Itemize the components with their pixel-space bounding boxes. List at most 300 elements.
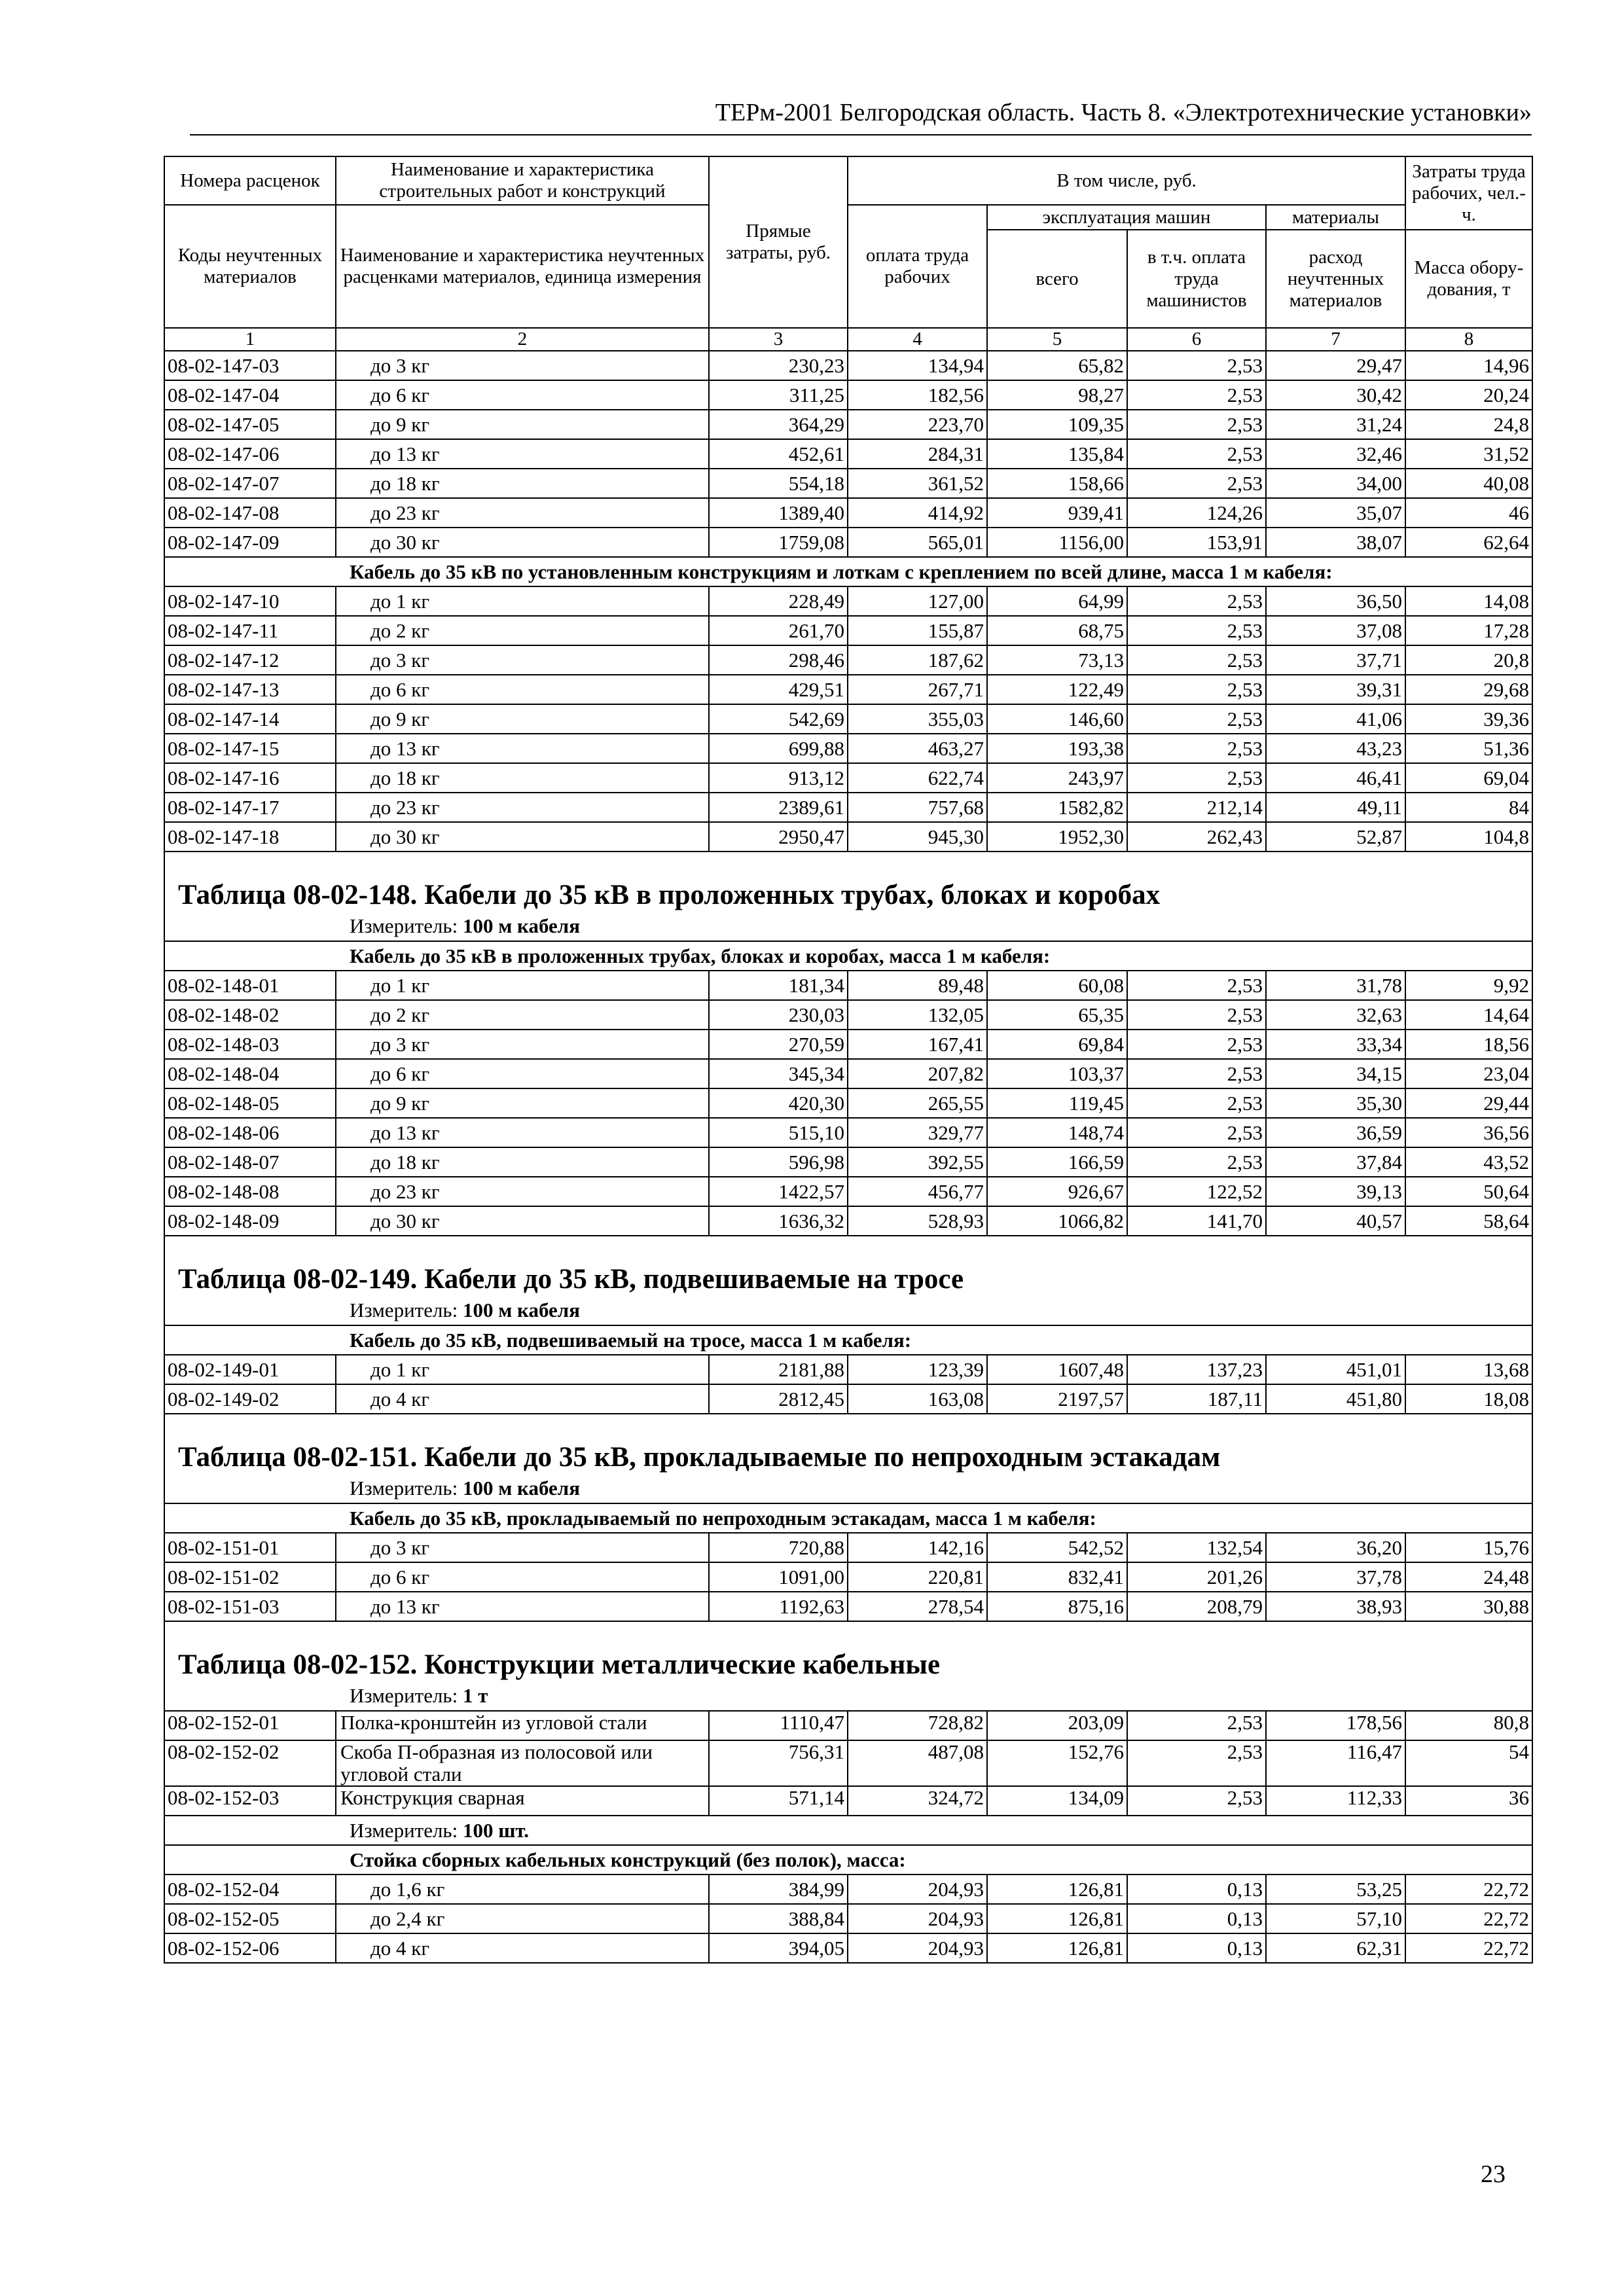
labor-pay: 204,93 (848, 1933, 987, 1963)
table-row (164, 1786, 1532, 1816)
table-title-row (164, 1428, 1532, 1474)
labor-or-mass: 69,04 (1405, 763, 1532, 793)
labor-pay: 207,82 (848, 1059, 987, 1088)
labor-or-mass: 13,68 (1405, 1355, 1532, 1384)
machines-total: 148,74 (987, 1118, 1127, 1147)
rate-code: 08-02-151-01 (164, 1533, 336, 1562)
materials: 41,06 (1266, 704, 1405, 734)
item-name: до 13 кг (336, 439, 709, 469)
machines-total: 134,09 (987, 1786, 1127, 1816)
direct-costs: 181,34 (709, 971, 848, 1000)
rate-code: 08-02-152-02 (164, 1740, 336, 1786)
item-name: до 18 кг (336, 1147, 709, 1177)
item-name: до 9 кг (336, 704, 709, 734)
labor-or-mass: 22,72 (1405, 1904, 1532, 1933)
machinists-pay: 132,54 (1127, 1533, 1266, 1562)
labor-or-mass: 36 (1405, 1786, 1532, 1816)
machines-total: 1952,30 (987, 822, 1127, 852)
header-rate-numbers: Номера расценок (164, 156, 336, 205)
materials: 35,30 (1266, 1088, 1405, 1118)
table-row (164, 1533, 1532, 1562)
spacer-row (164, 1236, 1532, 1250)
rate-code: 08-02-147-14 (164, 704, 336, 734)
column-number: 5 (987, 328, 1127, 351)
table-title: Таблица 08-02-149. Кабели до 35 кВ, подвешиваемые на тросе (164, 1250, 1532, 1296)
labor-or-mass: 9,92 (1405, 971, 1532, 1000)
table-row (164, 734, 1532, 763)
direct-costs: 311,25 (709, 380, 848, 410)
machines-total: 243,97 (987, 763, 1127, 793)
table-row (164, 410, 1532, 439)
group-row (164, 941, 1532, 971)
item-name: до 3 кг (336, 1533, 709, 1562)
direct-costs: 1759,08 (709, 528, 848, 557)
column-number: 2 (336, 328, 709, 351)
measure-row (164, 1474, 1532, 1503)
rate-code: 08-02-152-05 (164, 1904, 336, 1933)
labor-pay: 123,39 (848, 1355, 987, 1384)
machinists-pay: 2,53 (1127, 439, 1266, 469)
machines-total: 939,41 (987, 498, 1127, 528)
machines-total: 193,38 (987, 734, 1127, 763)
labor-pay: 220,81 (848, 1562, 987, 1592)
machines-total: 65,82 (987, 351, 1127, 380)
direct-costs: 364,29 (709, 410, 848, 439)
spacer-cell (164, 1236, 1532, 1250)
labor-pay: 278,54 (848, 1592, 987, 1621)
materials: 62,31 (1266, 1933, 1405, 1963)
item-name: до 6 кг (336, 675, 709, 704)
direct-costs: 298,46 (709, 645, 848, 675)
header-direct-costs: Прямые затраты, руб. (709, 156, 848, 328)
machines-total: 146,60 (987, 704, 1127, 734)
column-number: 3 (709, 328, 848, 351)
header-material-codes: Коды неучтенных материалов (164, 205, 336, 328)
materials: 31,24 (1266, 410, 1405, 439)
measure-value: 100 м кабеля (462, 1299, 580, 1321)
machinists-pay: 0,13 (1127, 1933, 1266, 1963)
measure-cell (164, 1816, 1532, 1845)
machines-total: 60,08 (987, 971, 1127, 1000)
rate-code: 08-02-147-06 (164, 439, 336, 469)
machinists-pay: 124,26 (1127, 498, 1266, 528)
labor-pay: 163,08 (848, 1384, 987, 1414)
labor-or-mass: 18,08 (1405, 1384, 1532, 1414)
machines-total: 126,81 (987, 1904, 1127, 1933)
item-name: до 6 кг (336, 1059, 709, 1088)
materials: 52,87 (1266, 822, 1405, 852)
labor-or-mass: 54 (1405, 1740, 1532, 1786)
group-row (164, 557, 1532, 586)
materials: 31,78 (1266, 971, 1405, 1000)
item-name: до 23 кг (336, 498, 709, 528)
item-name: Конструкция сварная (336, 1786, 709, 1816)
table-row (164, 1384, 1532, 1414)
labor-pay: 265,55 (848, 1088, 987, 1118)
header-row (164, 205, 1532, 230)
column-number: 1 (164, 328, 336, 351)
rate-code: 08-02-148-03 (164, 1030, 336, 1059)
labor-pay: 528,93 (848, 1206, 987, 1236)
labor-pay: 324,72 (848, 1786, 987, 1816)
direct-costs: 2389,61 (709, 793, 848, 822)
header-materials-consumption: расход неучтенных материалов (1266, 230, 1405, 328)
labor-or-mass: 14,08 (1405, 586, 1532, 616)
group-heading: Стойка сборных кабельных конструкций (без полок), масса: (164, 1845, 1532, 1874)
direct-costs: 345,34 (709, 1059, 848, 1088)
labor-pay: 414,92 (848, 498, 987, 528)
labor-pay: 728,82 (848, 1711, 987, 1740)
machinists-pay: 122,52 (1127, 1177, 1266, 1206)
machines-total: 158,66 (987, 469, 1127, 498)
spacer-row (164, 1621, 1532, 1636)
labor-pay: 361,52 (848, 469, 987, 498)
machinists-pay: 212,14 (1127, 793, 1266, 822)
labor-pay: 945,30 (848, 822, 987, 852)
materials: 34,15 (1266, 1059, 1405, 1088)
header-machines: эксплуатация машин (987, 205, 1266, 230)
table-title-row (164, 1636, 1532, 1681)
labor-pay: 223,70 (848, 410, 987, 439)
machinists-pay: 2,53 (1127, 763, 1266, 793)
machines-total: 126,81 (987, 1933, 1127, 1963)
machinists-pay: 2,53 (1127, 734, 1266, 763)
table-row (164, 586, 1532, 616)
table-row (164, 1740, 1532, 1786)
direct-costs: 515,10 (709, 1118, 848, 1147)
labor-or-mass: 58,64 (1405, 1206, 1532, 1236)
machinists-pay: 2,53 (1127, 1030, 1266, 1059)
header-rule (190, 134, 1532, 135)
labor-or-mass: 14,64 (1405, 1000, 1532, 1030)
item-name: Скоба П-образная из полосовой или угловой стали (336, 1740, 709, 1786)
table-title: Таблица 08-02-148. Кабели до 35 кВ в проложенных трубах, блоках и коробах (164, 866, 1532, 912)
labor-or-mass: 51,36 (1405, 734, 1532, 763)
table-row (164, 1562, 1532, 1592)
machinists-pay: 2,53 (1127, 410, 1266, 439)
machinists-pay: 201,26 (1127, 1562, 1266, 1592)
table-row (164, 1088, 1532, 1118)
measure-value: 1 т (462, 1684, 488, 1707)
column-number: 6 (1127, 328, 1266, 351)
rate-code: 08-02-152-03 (164, 1786, 336, 1816)
machinists-pay: 208,79 (1127, 1592, 1266, 1621)
item-name: до 1 кг (336, 971, 709, 1000)
item-name: Полка-кронштейн из угловой стали (336, 1711, 709, 1740)
machinists-pay: 2,53 (1127, 1088, 1266, 1118)
rate-code: 08-02-148-02 (164, 1000, 336, 1030)
labor-pay: 487,08 (848, 1740, 987, 1786)
item-name: до 18 кг (336, 763, 709, 793)
labor-or-mass: 43,52 (1405, 1147, 1532, 1177)
labor-or-mass: 40,08 (1405, 469, 1532, 498)
machinists-pay: 0,13 (1127, 1904, 1266, 1933)
item-name: до 6 кг (336, 1562, 709, 1592)
table-row (164, 380, 1532, 410)
table-title: Таблица 08-02-152. Конструкции металлические кабельные (164, 1636, 1532, 1681)
table-title-row (164, 866, 1532, 912)
materials: 53,25 (1266, 1874, 1405, 1904)
direct-costs: 2950,47 (709, 822, 848, 852)
labor-pay: 134,94 (848, 351, 987, 380)
labor-or-mass: 62,64 (1405, 528, 1532, 557)
labor-or-mass: 46 (1405, 498, 1532, 528)
machines-total: 926,67 (987, 1177, 1127, 1206)
materials: 32,63 (1266, 1000, 1405, 1030)
machinists-pay: 2,53 (1127, 586, 1266, 616)
rate-code: 08-02-147-10 (164, 586, 336, 616)
measure-row (164, 1816, 1532, 1845)
group-heading: Кабель до 35 кВ, прокладываемый по непроходным эстакадам, масса 1 м кабеля: (164, 1503, 1532, 1533)
measure-label: Измеритель: (350, 1684, 458, 1707)
direct-costs: 554,18 (709, 469, 848, 498)
table-row (164, 1874, 1532, 1904)
machines-total: 1582,82 (987, 793, 1127, 822)
table-row (164, 1933, 1532, 1963)
rate-code: 08-02-152-01 (164, 1711, 336, 1740)
item-name: до 23 кг (336, 1177, 709, 1206)
rate-code: 08-02-148-04 (164, 1059, 336, 1088)
direct-costs: 1636,32 (709, 1206, 848, 1236)
direct-costs: 394,05 (709, 1933, 848, 1963)
labor-pay: 204,93 (848, 1874, 987, 1904)
labor-or-mass: 50,64 (1405, 1177, 1532, 1206)
materials: 37,78 (1266, 1562, 1405, 1592)
rate-code: 08-02-147-04 (164, 380, 336, 410)
machines-total: 152,76 (987, 1740, 1127, 1786)
machinists-pay: 2,53 (1127, 616, 1266, 645)
rate-code: 08-02-148-05 (164, 1088, 336, 1118)
table-row (164, 1147, 1532, 1177)
machinists-pay: 2,53 (1127, 675, 1266, 704)
direct-costs: 388,84 (709, 1904, 848, 1933)
labor-or-mass: 36,56 (1405, 1118, 1532, 1147)
labor-pay: 355,03 (848, 704, 987, 734)
materials: 36,59 (1266, 1118, 1405, 1147)
table-row (164, 351, 1532, 380)
materials: 49,11 (1266, 793, 1405, 822)
direct-costs: 420,30 (709, 1088, 848, 1118)
direct-costs: 756,31 (709, 1740, 848, 1786)
rate-code: 08-02-149-01 (164, 1355, 336, 1384)
direct-costs: 913,12 (709, 763, 848, 793)
table-row (164, 1904, 1532, 1933)
table-row (164, 1206, 1532, 1236)
column-number: 7 (1266, 328, 1405, 351)
materials: 43,23 (1266, 734, 1405, 763)
machinists-pay: 2,53 (1127, 971, 1266, 1000)
rate-code: 08-02-147-15 (164, 734, 336, 763)
item-name: до 13 кг (336, 1118, 709, 1147)
table-row (164, 704, 1532, 734)
item-name: до 2 кг (336, 1000, 709, 1030)
item-name: до 9 кг (336, 1088, 709, 1118)
item-name: до 1 кг (336, 1355, 709, 1384)
labor-pay: 127,00 (848, 586, 987, 616)
table-row (164, 528, 1532, 557)
machinists-pay: 2,53 (1127, 1059, 1266, 1088)
labor-or-mass: 39,36 (1405, 704, 1532, 734)
labor-pay: 622,74 (848, 763, 987, 793)
materials: 116,47 (1266, 1740, 1405, 1786)
machines-total: 1607,48 (987, 1355, 1127, 1384)
rate-code: 08-02-147-09 (164, 528, 336, 557)
materials: 178,56 (1266, 1711, 1405, 1740)
header-row (164, 156, 1532, 205)
header-machines-total: всего (987, 230, 1127, 328)
materials: 38,93 (1266, 1592, 1405, 1621)
measure-cell (164, 1681, 1532, 1711)
direct-costs: 230,03 (709, 1000, 848, 1030)
labor-or-mass: 80,8 (1405, 1711, 1532, 1740)
machines-total: 69,84 (987, 1030, 1127, 1059)
table-row (164, 1118, 1532, 1147)
materials: 38,07 (1266, 528, 1405, 557)
labor-pay: 392,55 (848, 1147, 987, 1177)
item-name: до 3 кг (336, 351, 709, 380)
labor-or-mass: 84 (1405, 793, 1532, 822)
machinists-pay: 187,11 (1127, 1384, 1266, 1414)
machines-total: 1156,00 (987, 528, 1127, 557)
measure-value: 100 м кабеля (462, 914, 580, 937)
machinists-pay: 2,53 (1127, 1711, 1266, 1740)
direct-costs: 228,49 (709, 586, 848, 616)
machines-total: 166,59 (987, 1147, 1127, 1177)
machinists-pay: 0,13 (1127, 1874, 1266, 1904)
direct-costs: 2181,88 (709, 1355, 848, 1384)
table-row (164, 1711, 1532, 1740)
machinists-pay: 2,53 (1127, 1786, 1266, 1816)
labor-or-mass: 20,8 (1405, 645, 1532, 675)
rate-code: 08-02-151-02 (164, 1562, 336, 1592)
labor-or-mass: 17,28 (1405, 616, 1532, 645)
direct-costs: 230,23 (709, 351, 848, 380)
measure-row (164, 1681, 1532, 1711)
price-table-container (164, 156, 1532, 1964)
materials: 57,10 (1266, 1904, 1405, 1933)
machinists-pay: 2,53 (1127, 1740, 1266, 1786)
item-name: до 6 кг (336, 380, 709, 410)
item-name: до 30 кг (336, 822, 709, 852)
item-name: до 4 кг (336, 1933, 709, 1963)
rate-code: 08-02-151-03 (164, 1592, 336, 1621)
header-equipment-mass: Масса обору-дования, т (1405, 230, 1532, 328)
labor-or-mass: 31,52 (1405, 439, 1532, 469)
item-name: до 1,6 кг (336, 1874, 709, 1904)
rate-code: 08-02-148-01 (164, 971, 336, 1000)
machines-total: 103,37 (987, 1059, 1127, 1088)
materials: 30,42 (1266, 380, 1405, 410)
materials: 112,33 (1266, 1786, 1405, 1816)
rate-code: 08-02-147-08 (164, 498, 336, 528)
rate-code: 08-02-152-06 (164, 1933, 336, 1963)
machinists-pay: 2,53 (1127, 1118, 1266, 1147)
header-material-name: Наименование и характеристика неучтенных расценками материалов, единица измерения (336, 205, 709, 328)
price-table (164, 156, 1533, 1964)
machines-total: 122,49 (987, 675, 1127, 704)
group-heading: Кабель до 35 кВ по установленным конструкциям и лоткам с креплением по всей длине, масса 1 м кабеля: (164, 557, 1532, 586)
labor-pay: 456,77 (848, 1177, 987, 1206)
labor-or-mass: 29,68 (1405, 675, 1532, 704)
direct-costs: 270,59 (709, 1030, 848, 1059)
labor-or-mass: 23,04 (1405, 1059, 1532, 1088)
table-row (164, 675, 1532, 704)
labor-or-mass: 15,76 (1405, 1533, 1532, 1562)
machinists-pay: 2,53 (1127, 1147, 1266, 1177)
labor-pay: 267,71 (848, 675, 987, 704)
labor-pay: 284,31 (848, 439, 987, 469)
materials: 39,13 (1266, 1177, 1405, 1206)
column-number: 8 (1405, 328, 1532, 351)
measure-cell (164, 1296, 1532, 1325)
header-work-name: Наименование и характеристика строительных работ и конструкций (336, 156, 709, 205)
table-row (164, 1355, 1532, 1384)
direct-costs: 571,14 (709, 1786, 848, 1816)
rate-code: 08-02-147-13 (164, 675, 336, 704)
header-labor-costs: Затраты труда рабочих, чел.-ч. (1405, 156, 1532, 230)
table-row (164, 1000, 1532, 1030)
machines-total: 2197,57 (987, 1384, 1127, 1414)
machines-total: 542,52 (987, 1533, 1127, 1562)
table-row (164, 763, 1532, 793)
table-row (164, 645, 1532, 675)
rate-code: 08-02-148-06 (164, 1118, 336, 1147)
machinists-pay: 137,23 (1127, 1355, 1266, 1384)
direct-costs: 261,70 (709, 616, 848, 645)
labor-or-mass: 18,56 (1405, 1030, 1532, 1059)
labor-or-mass: 22,72 (1405, 1874, 1532, 1904)
direct-costs: 452,61 (709, 439, 848, 469)
machines-total: 64,99 (987, 586, 1127, 616)
item-name: до 3 кг (336, 1030, 709, 1059)
rate-code: 08-02-152-04 (164, 1874, 336, 1904)
labor-pay: 757,68 (848, 793, 987, 822)
table-row (164, 793, 1532, 822)
rate-code: 08-02-147-07 (164, 469, 336, 498)
running-header: ТЕРм-2001 Белгородская область. Часть 8. «Электротехнические установки» (715, 99, 1532, 126)
direct-costs: 429,51 (709, 675, 848, 704)
materials: 32,46 (1266, 439, 1405, 469)
machinists-pay: 262,43 (1127, 822, 1266, 852)
table-title: Таблица 08-02-151. Кабели до 35 кВ, прокладываемые по непроходным эстакадам (164, 1428, 1532, 1474)
measure-label: Измеритель: (350, 1818, 458, 1842)
labor-or-mass: 29,44 (1405, 1088, 1532, 1118)
table-row (164, 439, 1532, 469)
table-row (164, 616, 1532, 645)
rate-code: 08-02-148-08 (164, 1177, 336, 1206)
materials: 37,08 (1266, 616, 1405, 645)
labor-pay: 167,41 (848, 1030, 987, 1059)
labor-pay: 329,77 (848, 1118, 987, 1147)
machines-total: 68,75 (987, 616, 1127, 645)
group-heading: Кабель до 35 кВ в проложенных трубах, блоках и коробах, масса 1 м кабеля: (164, 941, 1532, 971)
labor-pay: 155,87 (848, 616, 987, 645)
measure-value: 100 шт. (462, 1818, 530, 1842)
table-row (164, 1177, 1532, 1206)
labor-pay: 89,48 (848, 971, 987, 1000)
materials: 36,50 (1266, 586, 1405, 616)
machinists-pay: 2,53 (1127, 704, 1266, 734)
materials: 33,34 (1266, 1030, 1405, 1059)
rate-code: 08-02-147-03 (164, 351, 336, 380)
group-row (164, 1503, 1532, 1533)
materials: 37,71 (1266, 645, 1405, 675)
header-materials: материалы (1266, 205, 1405, 230)
machines-total: 875,16 (987, 1592, 1127, 1621)
materials: 35,07 (1266, 498, 1405, 528)
table-row (164, 971, 1532, 1000)
rate-code: 08-02-147-16 (164, 763, 336, 793)
